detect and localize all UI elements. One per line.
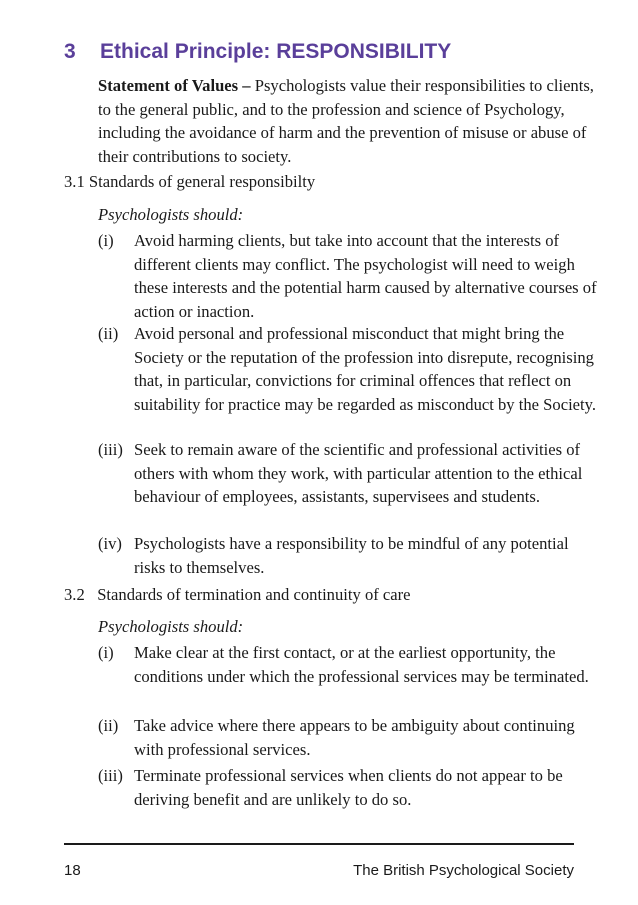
list-item [98, 641, 598, 688]
item-text: Make clear at the first contact, or at the earliest opportunity, the conditions under which the professional services may be terminated. [134, 643, 589, 686]
item-text: Seek to remain aware of the scientific and professional activities of others with whom they work, with particular attention to the ethical behaviour of employees, assistants, supervisees and students. [134, 440, 583, 506]
standard-title-3-2: 3.2 Standards of termination and continuity of care [64, 585, 411, 604]
item-number: (ii) [98, 324, 119, 343]
standard-title-3-1: 3.1 Standards of general responsibilty [64, 172, 316, 191]
item-number: (i) [98, 231, 114, 250]
item-number: (ii) [98, 716, 119, 735]
item-text: Psychologists have a responsibility to be mindful of any potential risks to themselves. [134, 534, 569, 577]
section-title: Ethical Principle: RESPONSIBILITY [100, 40, 452, 63]
standard-intro-3-2: Psychologists should: [98, 617, 244, 636]
item-number: (i) [98, 643, 114, 662]
footer-divider [64, 843, 574, 845]
list-item [98, 532, 598, 579]
item-text: Avoid personal and professional misconduct that might bring the Society or the reputation of the profession into disrepute, recognising that, in particular, convictions for criminal offences that reflect on suitability for practice may be regarded as misconduct by the Society. [134, 324, 597, 414]
list-item [98, 229, 598, 323]
page-number: 18 [64, 862, 81, 879]
section-heading [64, 40, 451, 64]
standard-intro-3-1: Psychologists should: [98, 205, 244, 224]
list-item [98, 438, 598, 509]
item-number: (iii) [98, 766, 123, 785]
item-text: Avoid harming clients, but take into account that the interests of different clients may conflict. The psychologist will need to weigh these interests and the potential harm caused by alternative courses of action or inaction. [134, 231, 597, 321]
statement-of-values [98, 74, 598, 168]
item-number: (iv) [98, 534, 122, 553]
item-text: Terminate professional services when clients do not appear to be deriving benefit and are unlikely to do so. [134, 766, 563, 809]
item-number: (iii) [98, 440, 123, 459]
list-item [98, 322, 598, 416]
list-item [98, 714, 598, 761]
publisher-name: The British Psychological Society [353, 862, 574, 879]
statement-lead: Statement of Values – [98, 76, 251, 95]
statement-text: Psychologists value their responsibilities to clients, to the general public, and to the profession and science of Psychology, including the avoidance of harm and the prevention of misuse or abuse of their contributions to society. [98, 76, 594, 166]
section-number: 3 [64, 40, 76, 63]
list-item [98, 764, 598, 811]
item-text: Take advice where there appears to be ambiguity about continuing with professional services. [134, 716, 575, 759]
